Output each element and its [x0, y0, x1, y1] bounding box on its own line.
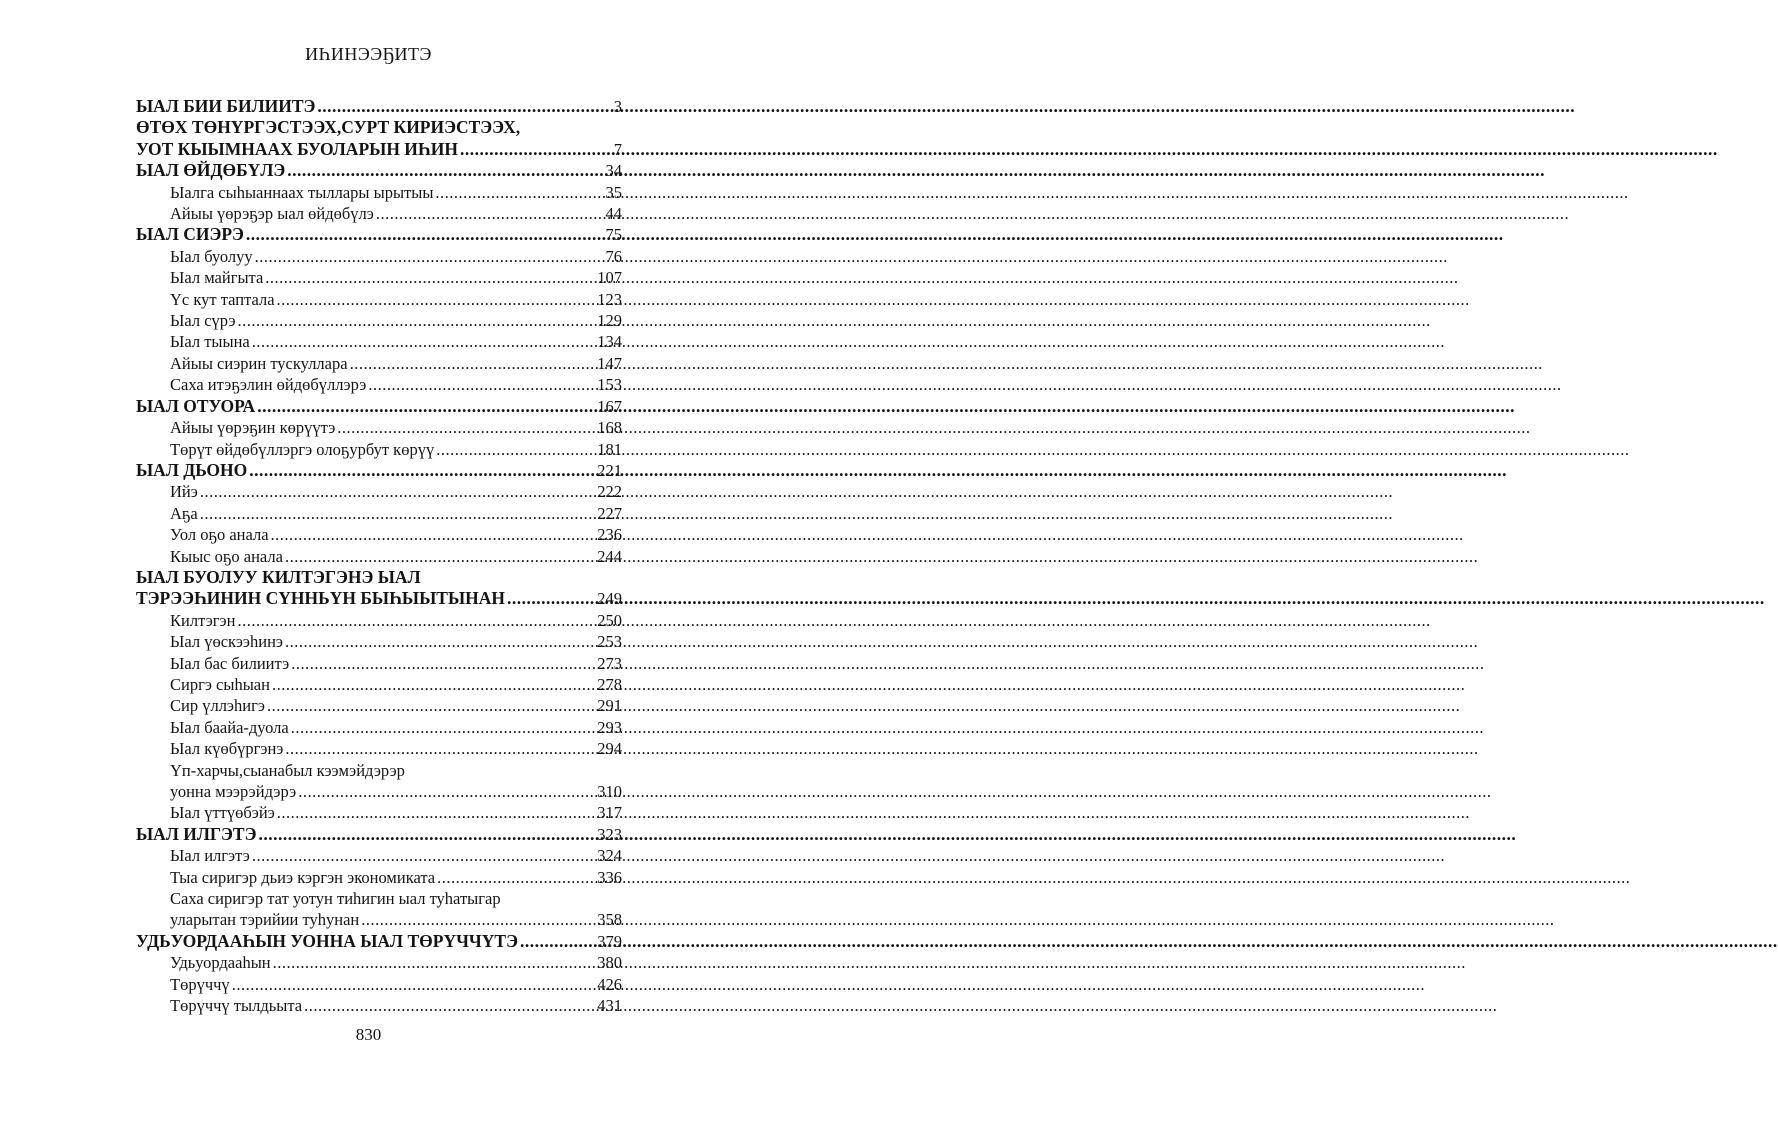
toc-row: [136, 182, 622, 203]
toc-page-number: 7: [613, 139, 622, 159]
toc-row: [136, 439, 622, 460]
toc-row: [136, 610, 622, 631]
toc-entry: [136, 845, 622, 866]
toc-page-number: 431: [597, 996, 622, 1016]
toc-page-number: 250: [597, 610, 622, 630]
toc-page-number: 35: [605, 182, 622, 202]
toc-entry-title: Сиргэ сыһыан: [170, 674, 270, 694]
dot-leader: [267, 695, 595, 716]
toc-entry-title: Ыал илгэтэ: [170, 846, 250, 866]
dot-leader: [435, 182, 603, 203]
toc-entry-title: УОТ КЫЫМНААХ БУОЛАРЫН ИҺИН: [136, 138, 458, 159]
dot-leader: [304, 995, 595, 1016]
toc-row: [136, 974, 622, 995]
toc-entry: [136, 353, 622, 374]
toc-entry: [136, 952, 622, 973]
toc-page-number: 168: [597, 418, 622, 438]
dot-leader: [337, 417, 595, 438]
toc-page-number: 358: [597, 910, 622, 930]
dot-leader: [255, 246, 604, 267]
dot-leader: [249, 460, 595, 481]
toc-row: [136, 952, 622, 973]
toc-entry: [136, 974, 622, 995]
dot-leader: [277, 802, 595, 823]
dot-leader: [257, 396, 595, 417]
dot-leader: [437, 867, 595, 888]
toc-row: [136, 331, 622, 352]
toc-row: [136, 160, 622, 181]
toc-row: [136, 374, 622, 395]
dot-leader: [277, 289, 596, 310]
dot-leader: [368, 374, 595, 395]
toc-row: [136, 524, 622, 545]
toc-entry-title: ЫАЛ ОТУОРА: [136, 395, 256, 416]
toc-row: [136, 845, 622, 866]
toc-page-number: 134: [597, 332, 622, 352]
toc-entry-title: Ийэ: [170, 482, 198, 502]
dot-leader: [460, 139, 612, 160]
toc-entry: [136, 224, 622, 245]
toc-row: [136, 139, 622, 160]
toc-row: [136, 995, 622, 1016]
toc-entry-title-line: Үп-харчы,сыанабыл кээмэйдэрэр: [170, 760, 405, 780]
dot-leader: [232, 974, 596, 995]
toc-row: [136, 310, 622, 331]
toc-entry: [136, 417, 622, 438]
toc-entry-title: Ыал үөскээһинэ: [170, 632, 283, 652]
dot-leader: [291, 717, 596, 738]
toc-row: [136, 824, 622, 845]
toc-entry-title: ЫАЛ СИЭРЭ: [136, 224, 244, 245]
toc-page-number: 123: [597, 289, 622, 309]
toc-entry: [136, 481, 622, 502]
toc-entry-title: Саха итэҕэлин өйдөбүллэрэ: [170, 375, 367, 395]
toc-page-number: 181: [597, 439, 622, 459]
dot-leader: [287, 160, 603, 181]
toc-entry-title: Уол оҕо анала: [170, 525, 269, 545]
toc-page-number: 294: [597, 739, 622, 759]
toc-entry-title: ТЭРЭЭҺИНИН СҮННЬҮН БЫҺЫЫТЫНАН: [136, 588, 506, 609]
dot-leader: [246, 224, 604, 245]
dot-leader: [376, 203, 604, 224]
dot-leader: [350, 353, 596, 374]
toc-entry-title: Ыал тыына: [170, 332, 250, 352]
toc-entry-title: Тыа сиригэр дьиэ кэргэн экономиката: [170, 867, 436, 887]
toc-entry-title: УДЬУОРДААҺЫН УОННА ЫАЛ ТӨРҮЧЧҮТЭ: [136, 930, 518, 951]
toc-page-number: 76: [605, 246, 622, 266]
dot-leader: [252, 331, 595, 352]
toc-row: [136, 503, 622, 524]
toc-row: [136, 96, 622, 117]
toc-entry-title: ЫАЛ ДЬОНО: [136, 459, 248, 480]
page-title: ИҺИНЭЭҔИТЭ: [305, 44, 432, 64]
toc-row: [136, 546, 622, 567]
toc-entry-title: Ыал баайа-дуола: [170, 717, 289, 737]
toc-row: [136, 224, 622, 245]
table-of-contents: [136, 96, 622, 1016]
toc-row: [136, 289, 622, 310]
toc-page-number: 3: [613, 97, 622, 116]
toc-page-number: 317: [597, 803, 622, 823]
toc-page-number: 244: [597, 546, 622, 566]
toc-entry-title: Үс кут таптала: [170, 289, 275, 309]
toc-entry-title-line: ӨТӨХ ТӨНҮРГЭСТЭЭХ,СУРТ КИРИЭСТЭЭХ,: [136, 117, 521, 138]
toc-entry: [136, 117, 622, 160]
toc-page-number: 426: [597, 974, 622, 994]
toc-row: [136, 631, 622, 652]
toc-entry-title: Кыыс оҕо анала: [170, 546, 283, 566]
toc-entry: [136, 546, 622, 567]
dot-leader: [237, 610, 595, 631]
toc-page-number: 147: [597, 353, 622, 373]
toc-row: [136, 481, 622, 502]
toc-entry-title: ЫАЛ БИИ БИЛИИТЭ: [136, 96, 316, 116]
toc-page-number: 222: [597, 482, 622, 502]
toc-page-number: 167: [597, 396, 622, 416]
toc-entry: [136, 760, 622, 803]
dot-leader: [200, 481, 595, 502]
toc-page-number: 310: [597, 782, 622, 801]
page-number: 830: [355, 1025, 382, 1044]
toc-page-number: 379: [597, 931, 622, 951]
toc-entry-title: Айыы үөрэҕэр ыал өйдөбүлэ: [170, 204, 374, 224]
dot-leader: [285, 546, 595, 567]
toc-page-number: 129: [597, 311, 622, 331]
toc-entry-title: Айыы үөрэҕин көрүүтэ: [170, 418, 336, 438]
dot-leader: [252, 845, 595, 866]
toc-row: [136, 674, 622, 695]
toc-entry-title: Сир үллэһигэ: [170, 696, 265, 716]
toc-row: [136, 802, 622, 823]
dot-leader: [285, 738, 595, 759]
toc-page-number: 380: [597, 953, 622, 973]
toc-entry: [136, 160, 622, 181]
toc-row: [136, 246, 622, 267]
toc-page-number: 153: [597, 375, 622, 395]
toc-entry: [136, 867, 622, 888]
toc-entry-title: Ыалга сыһыаннаах тыллары ырытыы: [170, 182, 434, 202]
toc-entry: [136, 653, 622, 674]
toc-row: [136, 738, 622, 759]
toc-entry-title: Төрүт өйдөбүллэргэ олоҕурбут көрүү: [170, 439, 435, 459]
toc-entry-title: Килтэгэн: [170, 610, 236, 630]
toc-entry: [136, 802, 622, 823]
dot-leader: [291, 653, 595, 674]
toc-entry-title-line: ЫАЛ БУОЛУУ КИЛТЭГЭНЭ ЫАЛ: [136, 566, 421, 587]
dot-leader: [317, 96, 611, 117]
toc-row: [136, 353, 622, 374]
toc-page-number: 278: [597, 674, 622, 694]
toc-page-number: 236: [597, 525, 622, 545]
toc-entry: [136, 96, 622, 117]
toc-entry: [136, 567, 622, 610]
toc-entry: [136, 824, 622, 845]
toc-row: [136, 781, 622, 802]
toc-entry-title: уонна мээрэйдэрэ: [170, 782, 297, 801]
dot-leader: [436, 439, 595, 460]
toc-entry: [136, 460, 622, 481]
toc-entry: [136, 310, 622, 331]
toc-entry-title: Ыал күөбүргэнэ: [170, 739, 284, 759]
dot-leader: [272, 674, 595, 695]
toc-row: [136, 203, 622, 224]
toc-entry-title: уларытан тэрийии туһунан: [170, 910, 360, 930]
toc-entry: [136, 246, 622, 267]
toc-entry: [136, 503, 622, 524]
toc-entry: [136, 738, 622, 759]
toc-page-number: 291: [597, 696, 622, 716]
toc-entry: [136, 524, 622, 545]
toc-entry-title: Удьуордааһын: [170, 953, 271, 973]
toc-row: [136, 417, 622, 438]
toc-entry: [136, 289, 622, 310]
toc-entry-title: Ыал үттүөбэйэ: [170, 803, 275, 823]
toc-entry-title: ЫАЛ ИЛГЭТЭ: [136, 823, 257, 844]
toc-page-number: 293: [597, 717, 622, 737]
toc-row: [136, 267, 622, 288]
toc-entry: [136, 717, 622, 738]
toc-page-number: 221: [597, 460, 622, 480]
toc-page-number: 227: [597, 503, 622, 523]
toc-entry-title: Ыал майгыта: [170, 268, 264, 288]
toc-entry-title: Аҕа: [170, 503, 198, 523]
toc-entry: [136, 931, 622, 952]
dot-leader: [361, 909, 595, 930]
toc-entry-title: Төрүччү тылдьыта: [170, 996, 303, 1016]
dot-leader: [285, 631, 595, 652]
toc-entry: [136, 374, 622, 395]
toc-entry: [136, 203, 622, 224]
toc-row: [136, 460, 622, 481]
toc-entry: [136, 182, 622, 203]
toc-entry: [136, 631, 622, 652]
toc-page-number: 75: [605, 225, 622, 245]
toc-row: [136, 867, 622, 888]
toc-page-number: 249: [597, 589, 622, 609]
toc-row: [136, 695, 622, 716]
dot-leader: [520, 931, 595, 952]
toc-page-number: 323: [597, 824, 622, 844]
toc-row: [136, 396, 622, 417]
toc-entry-title: Ыал буолуу: [170, 246, 253, 266]
toc-entry: [136, 610, 622, 631]
toc-entry-title: Айыы сиэрин тускуллара: [170, 353, 348, 373]
toc-entry-title: Төрүччү: [170, 974, 230, 994]
dot-leader: [265, 267, 595, 288]
toc-row: [136, 588, 622, 609]
toc-page-number: 34: [605, 161, 622, 181]
toc-entry-title-line: Саха сиригэр тат уотун тиһигин ыал туһатыгар: [170, 889, 501, 909]
dot-leader: [273, 952, 596, 973]
dot-leader: [507, 588, 595, 609]
toc-entry: [136, 888, 622, 931]
toc-row: [136, 717, 622, 738]
dot-leader: [200, 503, 596, 524]
toc-entry: [136, 396, 622, 417]
dot-leader: [258, 824, 595, 845]
toc-page-number: 107: [597, 268, 622, 288]
toc-entry-title: Ыал сүрэ: [170, 311, 236, 331]
toc-page-number: 44: [605, 204, 622, 224]
toc-page-number: 273: [597, 653, 622, 673]
dot-leader: [238, 310, 596, 331]
dot-leader: [298, 781, 595, 802]
toc-entry: [136, 331, 622, 352]
toc-entry: [136, 439, 622, 460]
toc-entry-title: Ыал бас билиитэ: [170, 653, 290, 673]
toc-entry: [136, 995, 622, 1016]
toc-entry: [136, 267, 622, 288]
toc-row: [136, 909, 622, 930]
toc-entry: [136, 674, 622, 695]
book-page: [0, 0, 737, 1134]
toc-entry-title: ЫАЛ ӨЙДӨБҮЛЭ: [136, 160, 286, 181]
toc-page-number: 336: [597, 867, 622, 887]
toc-row: [136, 653, 622, 674]
toc-row: [136, 931, 622, 952]
toc-page-number: 253: [597, 632, 622, 652]
dot-leader: [271, 524, 596, 545]
toc-entry: [136, 695, 622, 716]
toc-page-number: 324: [597, 846, 622, 866]
